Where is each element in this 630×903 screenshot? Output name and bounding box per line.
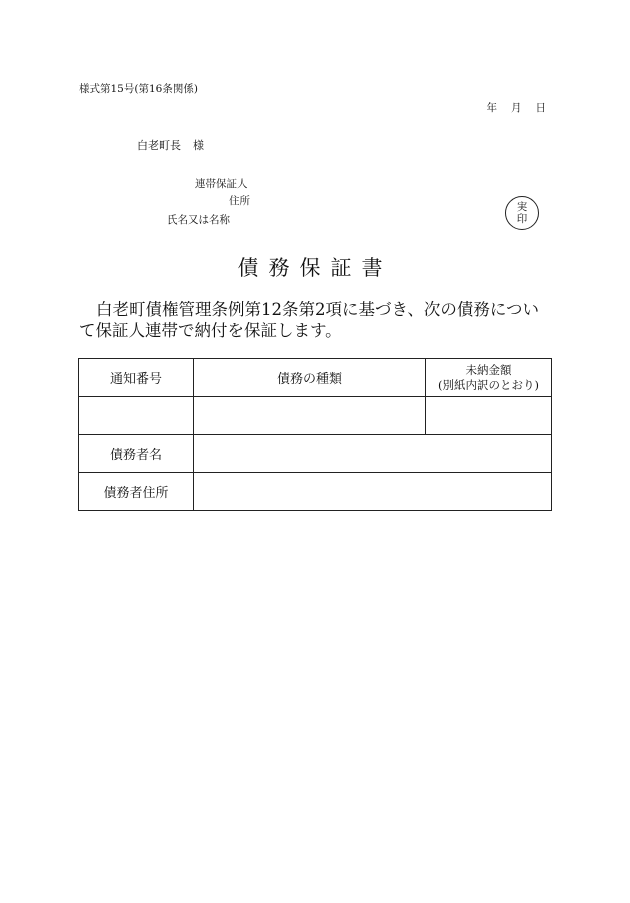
- guarantor-role-label: 連帯保証人: [195, 178, 248, 190]
- debtor-address-cell[interactable]: [194, 473, 552, 511]
- addressee: [137, 137, 204, 153]
- header-debt-type: 債務の種類: [194, 359, 426, 397]
- table-row: [79, 435, 552, 473]
- debt-table: [78, 358, 552, 511]
- seal-char-2: 印: [516, 213, 528, 225]
- seal-stamp-mark: [505, 196, 539, 230]
- document-title: 債務保証書: [237, 256, 393, 280]
- date-line: [487, 100, 547, 115]
- addressee-name: 白老町長: [137, 139, 181, 152]
- unpaid-amount-cell[interactable]: [426, 397, 552, 435]
- form-number: 様式第15号(第16条関係): [79, 83, 198, 95]
- debtor-name-cell[interactable]: [194, 435, 552, 473]
- seal-char-1: 実: [516, 201, 528, 213]
- date-day-label: 日: [535, 102, 546, 114]
- header-notice-number: 通知番号: [79, 359, 194, 397]
- table-row: [79, 397, 552, 435]
- document-body: 白老町債権管理条例第12条第2項に基づき、次の債務について保証人連帯で納付を保証します。: [79, 300, 540, 340]
- table-row: [79, 473, 552, 511]
- header-unpaid-amount: [426, 359, 552, 397]
- addressee-honorific: 様: [193, 139, 204, 152]
- table-header-row: [79, 359, 552, 397]
- guarantor-name-label: 氏名又は名称: [167, 214, 230, 226]
- debt-type-cell[interactable]: [194, 397, 426, 435]
- unpaid-amount-label: 未納金額: [465, 362, 512, 377]
- debtor-name-label: 債務者名: [79, 435, 194, 473]
- notice-number-cell[interactable]: [79, 397, 194, 435]
- date-year-label: 年: [486, 102, 497, 114]
- unpaid-amount-note: (別紙内訳のとおり): [438, 377, 539, 392]
- guarantor-address-label: 住所: [229, 195, 250, 207]
- debtor-address-label: 債務者住所: [79, 473, 194, 511]
- date-month-label: 月: [511, 102, 522, 114]
